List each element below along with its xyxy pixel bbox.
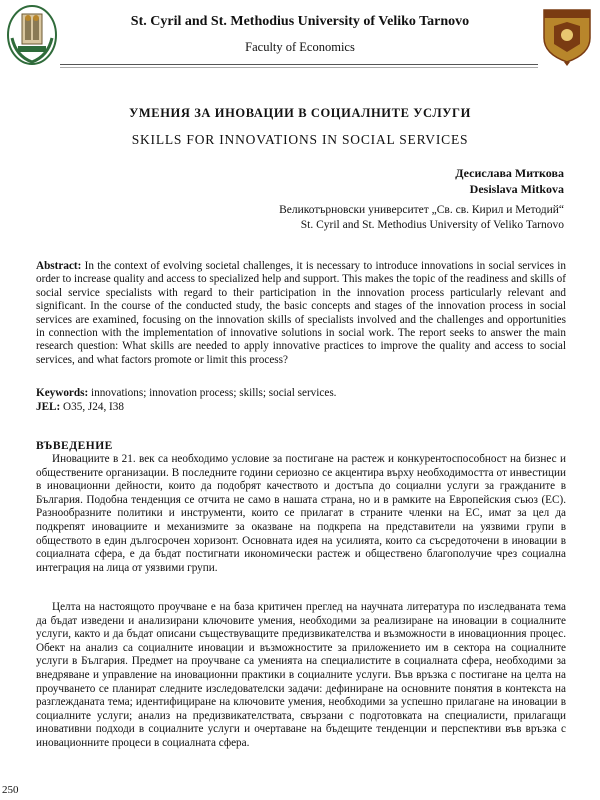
keywords-label: Keywords: (36, 387, 89, 399)
author-name-english: Desislava Mitkova (469, 182, 564, 196)
section-heading-introduction: ВЪВЕДЕНИЕ (36, 440, 113, 452)
university-name: St. Cyril and St. Methodius University of Veliko Tarnovo (130, 14, 470, 29)
jel-codes (36, 401, 566, 414)
author-name-bulgarian: Десислава Миткова (455, 166, 564, 180)
header-divider (60, 64, 538, 65)
keywords-text: innovations; innovation process; skills; social services. (88, 387, 337, 399)
intro-paragraph-1: Иновациите в 21. век са необходимо условие за постигане на растеж и конкурентоспособност на бизнес и обществените организации. В последните години сериозно се акцентира върху необходимостта от инвестиции в иновационни дейности, които да подобрят качеството и достъпа до социални услуги за гражданите в България. Подобна тенденция се отчита не само в нашата страна, но и в рамките на Европейския съюз (ЕС). Разнообразните политики и инструменти, които се прилагат в страните членки на ЕС, имат за цел да подкрепят иновациите и механизмите за оказване на подкрепа на представители на уязвими групи в обществото в един дългосрочен хоризонт. Основната идея на усилията, които са съсредоточени в иновации в социалната сфера, е да бъдат постигнати икономически растеж и обществено благополучие чрез социална интеграция на лица от уязвими групи. (36, 453, 566, 574)
jel-text: O35, J24, I38 (60, 401, 124, 413)
keywords (36, 387, 566, 400)
paper-title-english: SKILLS FOR INNOVATIONS IN SOCIAL SERVICES (131, 132, 469, 147)
abstract-label: Abstract: (36, 260, 82, 272)
faculty-crest-logo (540, 4, 594, 66)
abstract (36, 260, 566, 367)
affiliation-english: St. Cyril and St. Methodius University of Veliko Tarnovo (300, 219, 564, 231)
page-header (0, 0, 600, 78)
intro-paragraph-2: Целта на настоящото проучване е на база критичен преглед на научната литература по изследваната тема да бъдат изведени и анализирани ключовите умения, необходими за реализиране на иновации в социалните услуги, както и да бъдат описани съществуващите предизвикателства и възможности в иновационния процес. Обект на анализ са социалните иновации и възможностите за приложението им в сектора на социалните услуги в България. Предмет на проучване са уменията на специалистите в социалната сфера, необходими за внедряване и управление на иновационни практики в социалните услуги. Във връзка с постигане на целта на проучването се планират следните изследователски задачи: дефиниране на основните понятия в контекста на разглежданата тема; идентифициране на ключовите умения, необходими за успешно прилагане на иновации в социалните услуги; анализ на предизвикателствата, свързани с подготовката на специалисти, прилагащи иновативни подходи в социалните услуги и очертаване на бъдещите тенденции и перспективи във връзка с иновационните процеси в социалната сфера. (36, 601, 566, 749)
page-number: 250 (2, 784, 19, 796)
header-divider-secondary (60, 67, 538, 68)
affiliation-bulgarian: Великотърновски университет „Св. св. Кирил и Методий“ (279, 204, 564, 216)
paper-title-bulgarian: УМЕНИЯ ЗА ИНОВАЦИИ В СОЦИАЛНИТЕ УСЛУГИ (129, 106, 471, 120)
abstract-text: In the context of evolving societal challenges, it is necessary to introduce innovations in social services in order to increase quality and access to specialized help and support. This makes the topic of the readiness and skills of social service specialists with regard to their participation in the innovation process particularly relevant and significant. In the course of the conducted study, the basic concepts and stages of the innovation process in social services are examined, focusing on the innovation skills of specialists involved and the challenges and opportunities in connection with the implementation of innovative solutions in social work. The report seeks to answer the main research question: What skills are needed to apply innovative practices to improve the quality and access to social services, and what factors promote or limit this process? (36, 260, 566, 366)
faculty-name: Faculty of Economics (245, 40, 355, 54)
jel-label: JEL: (36, 401, 61, 413)
